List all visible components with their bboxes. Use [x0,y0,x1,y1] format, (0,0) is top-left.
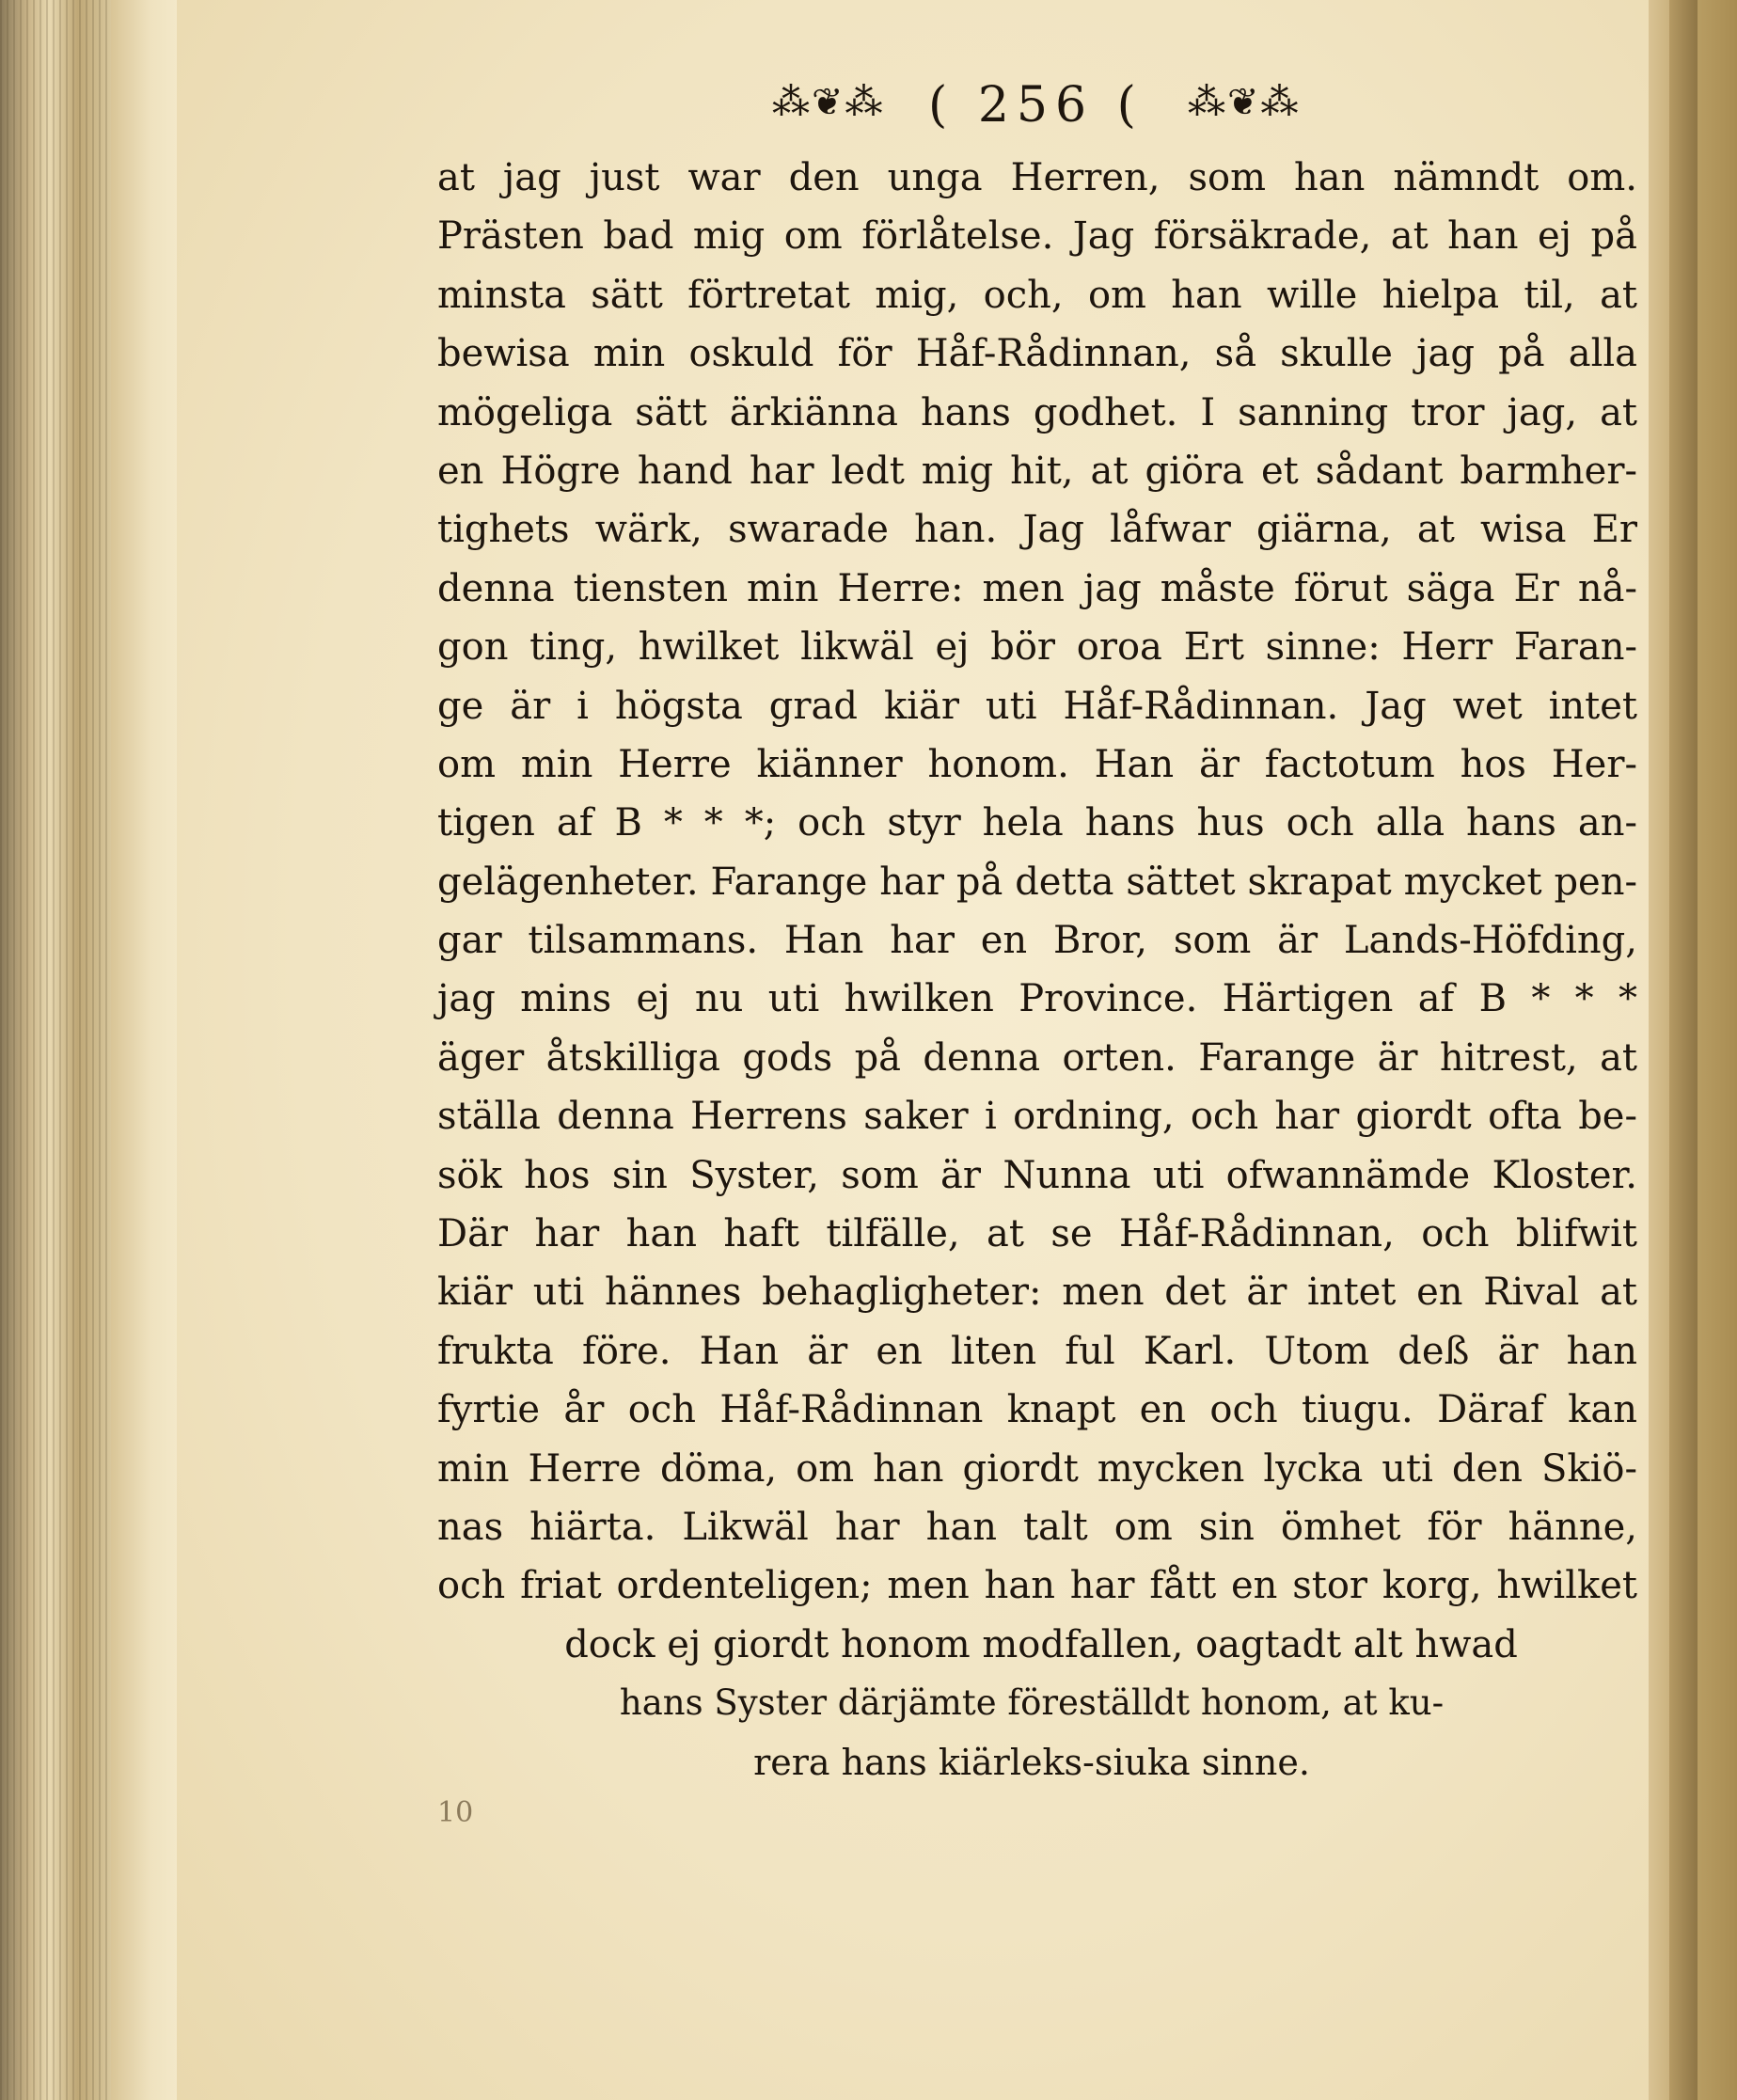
binding-texture [0,0,111,2100]
page-number: ( 256 ( [928,77,1144,134]
text-line: ge är i högsta grad kiär uti Håf-Rådinnan. Jag wet intet [437,684,1637,728]
text-line: Där har han haft tilfälle, at se Håf-Rådinnan, och blifwit [437,1212,1637,1256]
text-line: ställa denna Herrens saker i ordning, och har giordt ofta be- [437,1095,1637,1139]
text-line: frukta före. Han är en liten ful Karl. Utom deß är han [437,1329,1637,1373]
text-line: gar tilsammans. Han har en Bror, som är Lands-Höfding, [437,919,1637,963]
text-line: tighets wärk, swarade han. Jag låfwar giärna, at wisa Er [437,508,1637,552]
fore-edge [1649,0,1737,2100]
text-line: minsta sätt förtretat mig, och, om han wille hielpa til, at [437,273,1637,317]
text-line: at jag just war den unga Herren, som han nämndt om. [437,156,1637,199]
text-line: tigen af B * * *; och styr hela hans hus och alla hans an- [437,801,1637,845]
page-gutter [111,0,177,2100]
text-line: denna tiensten min Herre: men jag måste förut säga Er nå- [437,566,1637,610]
book-binding [0,0,111,2100]
text-line: kiär uti hännes behagligheter: men det är intet en Rival at [437,1271,1637,1315]
text-line: bewisa min oskuld för Håf-Rådinnan, så skulle jag på alla [437,332,1637,376]
text-line: mögeliga sätt ärkiänna hans godhet. I sanning tror jag, at [437,390,1637,434]
text-line: fyrtie år och Håf-Rådinnan knapt en och tiugu. Däraf kan [437,1388,1637,1432]
text-line: gon ting, hwilket likwäl ej bör oroa Ert sinne: Herr Faran- [437,625,1637,670]
running-header [437,73,1637,149]
text-line: äger åtskilliga gods på denna orten. Farange är hitrest, at [437,1035,1637,1080]
page-content [437,73,1637,1792]
text-line: nas hiärta. Likwäl har han talt om sin ömhet för hänne, [437,1505,1637,1549]
text-line: min Herre döma, om han giordt mycken lycka uti den Skiö- [437,1446,1637,1491]
body-text [437,149,1637,1792]
signature-mark: 10 [437,1796,474,1829]
ornament-left-icon: ⁂❦⁂ [772,81,885,124]
ornament-right-icon: ⁂❦⁂ [1188,81,1301,124]
text-line: en Högre hand har ledt mig hit, at giöra et sådant barmher- [437,449,1637,493]
text-line: jag mins ej nu uti hwilken Province. Härtigen af B * * * [437,977,1637,1021]
text-line: gelägenheter. Farange har på detta sättet skrapat mycket pen- [437,860,1637,904]
closing-line: dock ej giordt honom modfallen, oagtadt alt hwad [564,1622,1518,1666]
text-line: och friat ordenteligen; men han har fått en stor korg, hwilket [437,1564,1637,1608]
text-line: Prästen bad mig om förlåtelse. Jag försäkrade, at han ej på [437,214,1637,259]
closing-line: hans Syster därjämte föreställdt honom, at ku- [619,1682,1445,1724]
next-page-edge [1669,0,1698,2100]
closing-line: rera hans kiärleks-siuka sinne. [753,1741,1310,1783]
text-line: om min Herre kiänner honom. Han är factotum hos Her- [437,742,1637,786]
text-line: sök hos sin Syster, som är Nunna uti ofwannämde Kloster. [437,1153,1637,1197]
